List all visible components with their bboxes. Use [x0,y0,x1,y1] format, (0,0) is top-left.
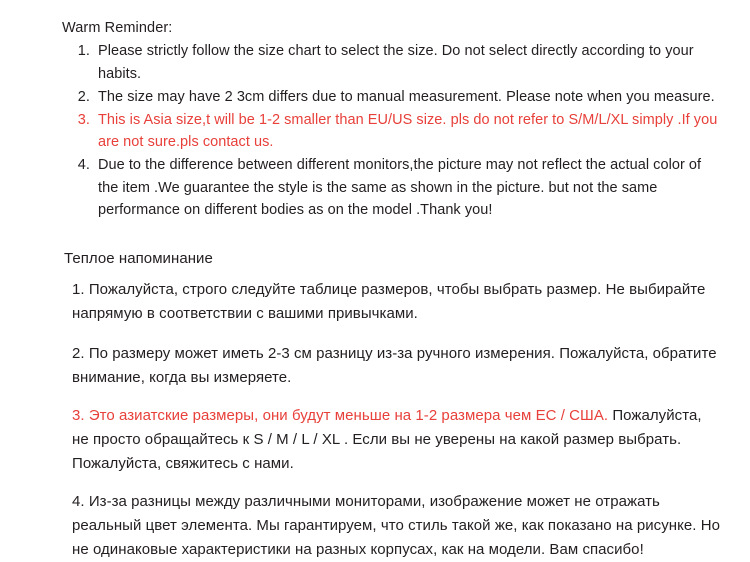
russian-paragraph-3 [64,404,720,476]
russian-paragraph-2: 2. По размеру может иметь 2-3 см разницу из-за ручного измерения. Пожалуйста, обратите внимание, когда вы измеряете. [72,344,717,386]
english-section-title: Warm Reminder: [62,20,173,36]
english-list-item-1: 1. Please strictly follow the size chart to select the size. Do not select directly according to your habits. [94,40,720,85]
english-list-item-3: 3. This is Asia size,t will be 1-2 smaller than EU/US size. pls do not refer to S/M/L/XL simply .If you are not sure.pls contact us. [94,109,720,154]
russian-paragraph-4: 4. Из-за разницы между различными мониторами, изображение может не отражать реальный цвет элемента. Мы гарантируем, что стиль такой же, как показано на рисунке. Но не одинаковые характеристики на разных корпусах, как на модели. Вам спасибо! [72,492,720,558]
russian-paragraph-1: 1. Пожалуйста, строго следуйте таблице размеров, чтобы выбрать размер. Не выбирайте напрямую в соответствии с вашими привычками. [72,280,706,322]
russian-paragraph-3-highlight: 3. Это азиатские размеры, они будут меньше на 1-2 размера чем ЕС / США. [72,406,609,424]
english-reminder-list [62,40,720,222]
russian-section [62,248,720,562]
english-list-item-2: 2. The size may have 2 3cm differs due to manual measurement. Please note when you measure. [94,86,720,109]
english-list-item-4: 4. Due to the difference between different monitors,the picture may not reflect the actual color of the item .We guarantee the style is the same as shown in the picture. but not the same performance on different bodies as on the model .Thank you! [94,154,720,222]
russian-section-title: Теплое напоминание [64,249,213,267]
russian-paragraph-3-rest: Пожалуйста, не просто обращайтесь к S / M / L / XL . Если вы не уверены на какой размер выбрать. Пожалуйста, свяжитесь с нами. [72,406,702,472]
